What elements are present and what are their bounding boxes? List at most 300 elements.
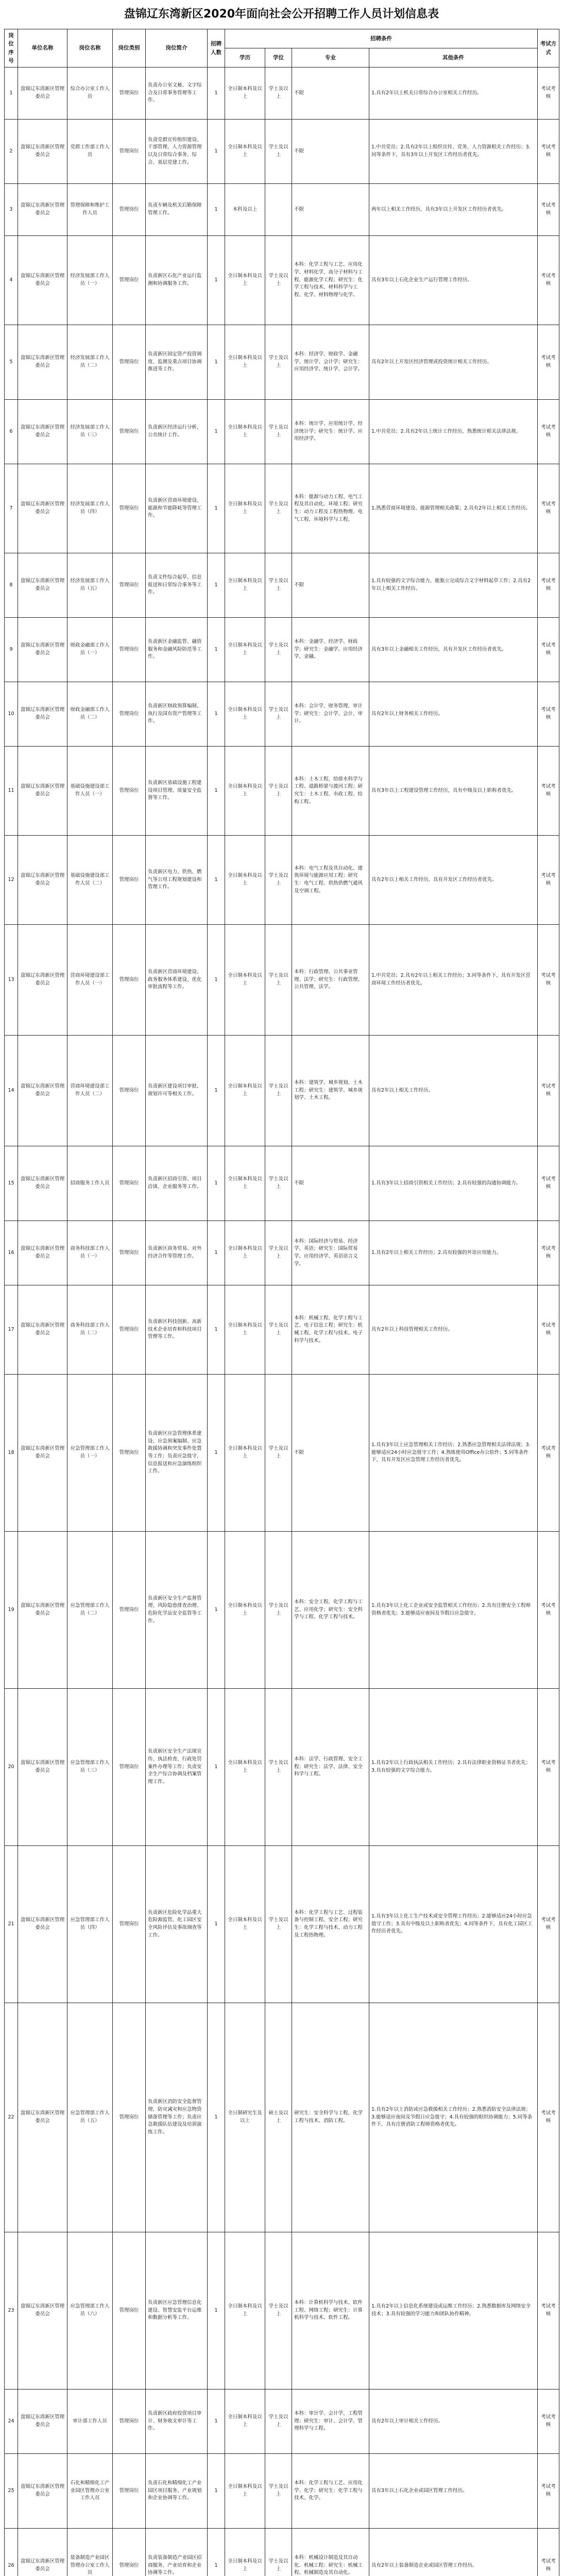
cell-category: 管理岗位 (113, 2232, 146, 2389)
table-row (5, 120, 559, 184)
cell-post: 财政金融部工作人员（二） (67, 682, 113, 747)
table-row (5, 325, 559, 400)
cell-education: 全日制本科及以上 (225, 682, 265, 747)
cell-post: 审计部工作人员 (67, 2389, 113, 2454)
header-major: 专业 (292, 48, 369, 67)
table-row (5, 2454, 559, 2529)
cell-post: 基础设施建设部工作人员（一） (67, 747, 113, 836)
cell-exam: 考试考核 (538, 1375, 559, 1532)
cell-category: 管理岗位 (113, 2003, 146, 2232)
cell-major: 本科：统计学、应用统计学、经济统计学；研究生：统计学、应用经济学。 (292, 400, 369, 464)
cell-category: 管理岗位 (113, 2529, 146, 2576)
cell-unit: 盘锦辽东湾新区管理委员会 (18, 1285, 67, 1375)
cell-count: 1 (208, 400, 225, 464)
cell-degree: 学士及以上 (265, 925, 292, 1036)
cell-post: 管理保障和维护工作人员 (67, 184, 113, 236)
cell-major: 本科：化学工程与工艺、应用化学、材料化学、高分子材料与工程、能源化学工程；研究生：化学工程与技术、材料科学与工程、化学、材料物理与化学。 (292, 236, 369, 325)
cell-unit: 盘锦辽东湾新区管理委员会 (18, 1846, 67, 2003)
table-row (5, 925, 559, 1036)
table-row (5, 2529, 559, 2576)
cell-education: 全日制本科及以上 (225, 1285, 265, 1375)
cell-seq: 3 (5, 184, 18, 236)
cell-education: 全日制本科及以上 (225, 1846, 265, 2003)
cell-degree: 学士及以上 (265, 2529, 292, 2576)
cell-intro: 负责新区危险化学品重大危险源监管、化工园区安全风险评估及事故调查等工作。 (146, 1846, 208, 2003)
cell-major: 不限 (292, 67, 369, 120)
cell-intro: 负责新区营商环境建设、能源和节能降耗等管理工作。 (146, 464, 208, 553)
cell-exam: 考试考核 (538, 2529, 559, 2576)
cell-category: 管理岗位 (113, 1036, 146, 1146)
cell-unit: 盘锦辽东湾新区管理委员会 (18, 325, 67, 400)
cell-category: 管理岗位 (113, 1375, 146, 1532)
cell-intro: 负责新区固定资产投资调度、监测及重点项目协调推进等工作。 (146, 325, 208, 400)
cell-other: 1.具有2年以上行政执法相关工作经历；2.具有法律职业资格证书者优先；3.具有较强的文字综合能力。 (369, 1689, 538, 1846)
table-row (5, 2003, 559, 2232)
cell-post: 经济发展部工作人员（二） (67, 325, 113, 400)
cell-count: 1 (208, 682, 225, 747)
cell-seq: 21 (5, 1846, 18, 2003)
cell-other: 1.中共党员；2.具有2年以上统计工作经历，熟悉统计相关法律法规。 (369, 400, 538, 464)
cell-education: 全日制本科及以上 (225, 2529, 265, 2576)
table-row (5, 618, 559, 682)
cell-category: 管理岗位 (113, 618, 146, 682)
cell-unit: 盘锦辽东湾新区管理委员会 (18, 400, 67, 464)
cell-education: 全日制本科及以上 (225, 1375, 265, 1532)
cell-exam: 考试考核 (538, 2003, 559, 2232)
cell-post: 基础设施建设部工作人员（二） (67, 836, 113, 925)
cell-exam: 考试考核 (538, 2454, 559, 2529)
cell-intro: 负责党群宣传组织建设、干部管理、人力资源管理以及日常综合事务、综合、基层党建工作。 (146, 120, 208, 184)
cell-count: 1 (208, 553, 225, 618)
cell-education: 全日制本科及以上 (225, 67, 265, 120)
header-category: 岗位类别 (113, 29, 146, 67)
cell-intro: 负责新区商务贸易、对外经济合作等管理工作。 (146, 1221, 208, 1285)
cell-category: 管理岗位 (113, 682, 146, 747)
cell-intro: 负责石化和精细化工产业园区项目服务、产业规划和企业协调等工作。 (146, 2454, 208, 2529)
header-conditions: 招聘条件 (225, 29, 538, 48)
cell-count: 1 (208, 1146, 225, 1221)
cell-category: 管理岗位 (113, 1221, 146, 1285)
header-count: 招聘人数 (208, 29, 225, 67)
cell-other: 具有2年以上科技管理相关工作经历。 (369, 1285, 538, 1375)
cell-education: 全日制本科及以上 (225, 1146, 265, 1221)
cell-education: 全日制本科及以上 (225, 2454, 265, 2529)
cell-unit: 盘锦辽东湾新区管理委员会 (18, 1532, 67, 1689)
cell-seq: 24 (5, 2389, 18, 2454)
cell-major: 不限 (292, 184, 369, 236)
cell-exam: 考试考核 (538, 1285, 559, 1375)
cell-post: 招商服务工作人员 (67, 1146, 113, 1221)
cell-category: 管理岗位 (113, 1689, 146, 1846)
cell-other: 1.具有2年以上信息化系统建设或运维工作经历；2.熟悉数据库及网络安全技术；3.具有较强的学习能力和团队协作精神。 (369, 2232, 538, 2389)
cell-exam: 考试考核 (538, 1036, 559, 1146)
cell-unit: 盘锦辽东湾新区管理委员会 (18, 1375, 67, 1532)
cell-major: 本科：金融学、经济学、财政学；研究生：金融学、应用经济学、金融。 (292, 618, 369, 682)
cell-seq: 5 (5, 325, 18, 400)
cell-seq: 19 (5, 1532, 18, 1689)
cell-intro: 负责新区消防安全监督管理、防灾减灾和应急物资储备管理等工作；负责应急救援队伍建设及培训演练工作。 (146, 2003, 208, 2232)
cell-exam: 考试考核 (538, 2389, 559, 2454)
cell-seq: 16 (5, 1221, 18, 1285)
cell-degree (265, 184, 292, 236)
cell-count: 1 (208, 747, 225, 836)
cell-post: 综合办公室工作人员 (67, 67, 113, 120)
cell-other: 1.中共党员；2.具有2年以上组织宣传、党务、人力资源相关工作经历；3.同等条件下，具有3年以上开发区工作经历者优先。 (369, 120, 538, 184)
cell-degree: 学士及以上 (265, 1285, 292, 1375)
cell-category: 管理岗位 (113, 747, 146, 836)
cell-intro: 负责装备制造产业园区招商服务、产业培育和企业协调等工作。 (146, 2529, 208, 2576)
cell-seq: 14 (5, 1036, 18, 1146)
cell-count: 1 (208, 2529, 225, 2576)
cell-degree: 学士及以上 (265, 1036, 292, 1146)
table-row (5, 553, 559, 618)
cell-other: 具有3年以上工程建设管理工作经历，具有中级及以上职称者优先。 (369, 747, 538, 836)
cell-major: 不限 (292, 553, 369, 618)
cell-seq: 10 (5, 682, 18, 747)
cell-post: 石化和精细化工产业园区管理办公室工作人员 (67, 2454, 113, 2529)
cell-degree: 学士及以上 (265, 325, 292, 400)
cell-other: 1.具有3年以上招商引资相关工作经历；2.具有较强的沟通协调能力。 (369, 1146, 538, 1221)
cell-major: 不限 (292, 1375, 369, 1532)
cell-unit: 盘锦辽东湾新区管理委员会 (18, 67, 67, 120)
cell-count: 1 (208, 184, 225, 236)
cell-count: 1 (208, 2454, 225, 2529)
cell-category: 管理岗位 (113, 836, 146, 925)
cell-post: 经济发展部工作人员（五） (67, 553, 113, 618)
cell-unit: 盘锦辽东湾新区管理委员会 (18, 2454, 67, 2529)
header-education: 学历 (225, 48, 265, 67)
cell-post: 党群工作部工作人员 (67, 120, 113, 184)
cell-exam: 考试考核 (538, 1221, 559, 1285)
cell-unit: 盘锦辽东湾新区管理委员会 (18, 553, 67, 618)
cell-degree: 学士及以上 (265, 1532, 292, 1689)
cell-education: 全日制本科及以上 (225, 553, 265, 618)
cell-exam: 考试考核 (538, 836, 559, 925)
cell-degree: 学士及以上 (265, 836, 292, 925)
header-row-1 (5, 29, 559, 48)
cell-major: 本科：审计学、会计学、工程管理；研究生：审计、会计学、管理科学与工程。 (292, 2389, 369, 2454)
table-row (5, 747, 559, 836)
cell-category: 管理岗位 (113, 1846, 146, 2003)
cell-other: 1.具有较强的文字综合能力，能独立完成综合文字材料起草工作；2.具有2年以上相关工作经历。 (369, 553, 538, 618)
cell-education: 全日制本科及以上 (225, 236, 265, 325)
cell-other: 1.具有3年以上应急管理相关工作经历；2.熟悉应急管理相关法律法规；3.能够适应24小时应急值守工作；4.熟练使用Office办公软件；5.同等条件下，具有开发区应急管理工作经历者优先。 (369, 1375, 538, 1532)
cell-post: 商务科技部工作人员（一） (67, 1221, 113, 1285)
cell-degree: 学士及以上 (265, 464, 292, 553)
cell-exam: 考试考核 (538, 464, 559, 553)
cell-category: 管理岗位 (113, 2454, 146, 2529)
cell-category: 管理岗位 (113, 325, 146, 400)
cell-intro: 负责新区应急管理体系建设、应急预案编制、应急救援协调和突发事件处置等工作；负责应急值守、信息报送和应急演练组织工作。 (146, 1375, 208, 1532)
cell-exam: 考试考核 (538, 2232, 559, 2389)
cell-education: 本科及以上 (225, 184, 265, 236)
table-row (5, 682, 559, 747)
cell-exam: 考试考核 (538, 184, 559, 236)
cell-category: 管理岗位 (113, 236, 146, 325)
cell-exam: 考试考核 (538, 67, 559, 120)
cell-degree: 学士及以上 (265, 2232, 292, 2389)
cell-exam: 考试考核 (538, 120, 559, 184)
header-seq: 岗位序号 (5, 29, 18, 67)
cell-intro: 负责新区营商环境建设、政务服务体系建设、优化审批流程等工作。 (146, 925, 208, 1036)
cell-degree: 学士及以上 (265, 120, 292, 184)
cell-major: 不限 (292, 1146, 369, 1221)
cell-count: 1 (208, 236, 225, 325)
cell-seq: 17 (5, 1285, 18, 1375)
header-post: 岗位名称 (67, 29, 113, 67)
cell-education: 全日制本科及以上 (225, 464, 265, 553)
cell-seq: 11 (5, 747, 18, 836)
table-row (5, 1146, 559, 1221)
cell-intro: 负责新区经济运行分析，公共统计工作。 (146, 400, 208, 464)
cell-unit: 盘锦辽东湾新区管理委员会 (18, 925, 67, 1036)
cell-post: 营商环境建设部工作人员（二） (67, 1036, 113, 1146)
cell-degree: 学士及以上 (265, 2454, 292, 2529)
cell-major: 本科：机械工程、化学工程与工艺、电子信息工程；研究生：机械工程、化学工程与技术、电子科学与技术。 (292, 1285, 369, 1375)
cell-category: 管理岗位 (113, 553, 146, 618)
cell-other: 具有3年以上石化企业生产运行管理工作经历。 (369, 236, 538, 325)
cell-education: 全日制本科及以上 (225, 2232, 265, 2389)
cell-count: 1 (208, 2003, 225, 2232)
table-row (5, 836, 559, 925)
cell-intro: 负责新区基础设施工程建设项目管理、质量安全监督等工作。 (146, 747, 208, 836)
cell-exam: 考试考核 (538, 682, 559, 747)
cell-major: 本科：法学、行政管理、安全工程；研究生：法学、法律、安全科学与工程。 (292, 1689, 369, 1846)
cell-other: 具有2年以上开发区经济管理或投资统计相关工作经历。 (369, 325, 538, 400)
cell-degree: 学士及以上 (265, 747, 292, 836)
cell-seq: 18 (5, 1375, 18, 1532)
cell-unit: 盘锦辽东湾新区管理委员会 (18, 2529, 67, 2576)
table-row (5, 1846, 559, 2003)
cell-other: 具有2年以上相关工作经历，具有开发区工作经历者优先。 (369, 836, 538, 925)
cell-category: 管理岗位 (113, 120, 146, 184)
cell-education: 全日制本科及以上 (225, 2389, 265, 2454)
cell-education: 全日制本科及以上 (225, 1532, 265, 1689)
cell-category: 管理岗位 (113, 464, 146, 553)
cell-intro: 负责新区招商引资、项目洽谈、企业服务等工作。 (146, 1146, 208, 1221)
cell-post: 应急管理部工作人员（四） (67, 1846, 113, 2003)
cell-education: 全日制本科及以上 (225, 747, 265, 836)
cell-exam: 考试考核 (538, 1146, 559, 1221)
header-unit: 单位名称 (18, 29, 67, 67)
table-row (5, 2389, 559, 2454)
cell-intro: 负责车辆及机关后勤保障管理工作。 (146, 184, 208, 236)
cell-exam: 考试考核 (538, 553, 559, 618)
cell-category: 管理岗位 (113, 925, 146, 1036)
cell-degree: 学士及以上 (265, 553, 292, 618)
table-row (5, 2232, 559, 2389)
cell-other: 具有2年以上审计相关工作经历。 (369, 2389, 538, 2454)
cell-intro: 负责新区建设项目审批、规划许可等相关工作。 (146, 1036, 208, 1146)
cell-category: 管理岗位 (113, 1146, 146, 1221)
cell-seq: 15 (5, 1146, 18, 1221)
cell-degree: 学士及以上 (265, 400, 292, 464)
cell-major: 本科：化学工程与工艺、过程装备与控制工程、安全工程；研究生：化学工程与技术、动力工程及工程热物理。 (292, 1846, 369, 2003)
cell-unit: 盘锦辽东湾新区管理委员会 (18, 464, 67, 553)
cell-intro: 负责办公室文秘、文字综合及日常事务管理等工作。 (146, 67, 208, 120)
cell-unit: 盘锦辽东湾新区管理委员会 (18, 2389, 67, 2454)
cell-other: 1.中共党员；2.具有2年以上相关工作经历；3.同等条件下，具有开发区营商环境工作经历者优先。 (369, 925, 538, 1036)
cell-seq: 12 (5, 836, 18, 925)
table-row (5, 1689, 559, 1846)
cell-count: 1 (208, 1221, 225, 1285)
cell-seq: 2 (5, 120, 18, 184)
cell-count: 1 (208, 67, 225, 120)
cell-unit: 盘锦辽东湾新区管理委员会 (18, 1221, 67, 1285)
cell-degree: 学士及以上 (265, 67, 292, 120)
cell-count: 1 (208, 2232, 225, 2389)
cell-degree: 学士及以上 (265, 682, 292, 747)
cell-post: 经济发展部工作人员（一） (67, 236, 113, 325)
cell-degree: 学士及以上 (265, 1689, 292, 1846)
cell-major: 本科：化学工程与工艺、应用化学、化学；研究生：化学工程与技术、化学。 (292, 2454, 369, 2529)
table-row (5, 67, 559, 120)
cell-count: 1 (208, 925, 225, 1036)
table-row (5, 1221, 559, 1285)
cell-category: 管理岗位 (113, 400, 146, 464)
cell-unit: 盘锦辽东湾新区管理委员会 (18, 120, 67, 184)
cell-other: 1.具有2年以上消防或应急救援相关工作经历；2.熟悉消防安全法律法规；3.能够适应夜间及节假日应急值守；4.具有较强的组织协调能力；5.同等条件下，具有注册消防工程师资格者优先。 (369, 2003, 538, 2232)
table-row (5, 1285, 559, 1375)
cell-other: 具有2年以上财务相关工作经历。 (369, 682, 538, 747)
cell-seq: 22 (5, 2003, 18, 2232)
cell-intro: 负责新区安全生产监督管理、风险隐患排查治理、危险化学品安全监管等工作。 (146, 1532, 208, 1689)
header-other: 其他条件 (369, 48, 538, 67)
cell-seq: 6 (5, 400, 18, 464)
cell-education: 全日制本科及以上 (225, 925, 265, 1036)
cell-degree: 学士及以上 (265, 236, 292, 325)
cell-intro: 负责新区金融监管、融资服务和金融风险防范等工作。 (146, 618, 208, 682)
cell-degree: 学士及以上 (265, 1221, 292, 1285)
cell-seq: 25 (5, 2454, 18, 2529)
cell-exam: 考试考核 (538, 400, 559, 464)
cell-count: 1 (208, 1375, 225, 1532)
cell-count: 1 (208, 1846, 225, 2003)
cell-unit: 盘锦辽东湾新区管理委员会 (18, 618, 67, 682)
cell-post: 应急管理部工作人员（六） (67, 2232, 113, 2389)
cell-count: 1 (208, 325, 225, 400)
cell-intro: 负责新区财政预算编制、执行及国有资产管理等工作。 (146, 682, 208, 747)
cell-exam: 考试考核 (538, 1846, 559, 2003)
cell-other: 1.具有2年以上机关日常综合办公室相关工作经历。 (369, 67, 538, 120)
cell-count: 1 (208, 1285, 225, 1375)
cell-intro: 负责新区科技创新、高新技术企业培育和科技项目管理等工作。 (146, 1285, 208, 1375)
cell-other: 具有3年以上石化企业或园区管理工作经历。 (369, 2454, 538, 2529)
cell-count: 1 (208, 1532, 225, 1689)
cell-other: 具有3年以上金融相关工作经历，具有开发区工作经历者优先。 (369, 618, 538, 682)
table-row (5, 1036, 559, 1146)
cell-intro: 负责文件综合起草、信息报送和日常综合事务等工作。 (146, 553, 208, 618)
table-body (5, 67, 559, 2576)
cell-education: 全日制本科及以上 (225, 120, 265, 184)
cell-major: 本科：会计学、财务管理、审计学；研究生：会计学、会计、审计。 (292, 682, 369, 747)
cell-unit: 盘锦辽东湾新区管理委员会 (18, 836, 67, 925)
cell-post: 营商环境建设部工作人员（一） (67, 925, 113, 1036)
cell-count: 1 (208, 464, 225, 553)
cell-seq: 23 (5, 2232, 18, 2389)
cell-count: 1 (208, 836, 225, 925)
cell-major: 本科：能源与动力工程、电气工程及其自动化、环境工程；研究生：动力工程及工程热物理、电气工程、环境科学与工程。 (292, 464, 369, 553)
table-row (5, 464, 559, 553)
cell-exam: 考试考核 (538, 325, 559, 400)
cell-major: 本科：建筑学、城乡规划、土木工程；研究生：建筑学、城乡规划学、土木工程。 (292, 1036, 369, 1146)
cell-seq: 8 (5, 553, 18, 618)
cell-intro: 负责新区应急管理信息化建设、智慧安监平台运维和数据分析等工作。 (146, 2232, 208, 2389)
cell-major: 本科：电气工程及其自动化、建筑环境与能源应用工程；研究生：电气工程、供热供燃气通风及空调工程。 (292, 836, 369, 925)
cell-other: 具有2年以上装备制造企业或园区管理工作经历。 (369, 2529, 538, 2576)
cell-category: 管理岗位 (113, 2389, 146, 2454)
cell-degree: 学士及以上 (265, 1146, 292, 1221)
recruitment-table (4, 29, 559, 2576)
cell-education: 全日制本科及以上 (225, 1036, 265, 1146)
cell-intro: 负责新区安全生产法规宣传、执法检查、行政处罚案件办理等工作；负责安全生产综合协调及档案管理工作。 (146, 1689, 208, 1846)
cell-post: 应急管理部工作人员（一） (67, 1375, 113, 1532)
cell-other: 1.具有3年以上化工企业或安全监管相关工作经历；2.具有注册安全工程师资格者优先；3.能够适应夜间及节假日应急值守。 (369, 1532, 538, 1689)
cell-seq: 4 (5, 236, 18, 325)
cell-seq: 26 (5, 2529, 18, 2576)
table-row (5, 400, 559, 464)
cell-education: 全日制本科及以上 (225, 836, 265, 925)
header-degree: 学位 (265, 48, 292, 67)
cell-exam: 考试考核 (538, 236, 559, 325)
cell-category: 管理岗位 (113, 1532, 146, 1689)
cell-major: 本科：机械设计制造及其自动化、机械工程；研究生：机械工程、机械制造及其自动化。 (292, 2529, 369, 2576)
cell-category: 管理岗位 (113, 67, 146, 120)
cell-post: 应急管理部工作人员（二） (67, 1532, 113, 1689)
cell-major: 本科：计算机科学与技术、软件工程、网络工程；研究生：计算机科学与技术、软件工程。 (292, 2232, 369, 2389)
table-row (5, 184, 559, 236)
cell-education: 全日制研究生及以上 (225, 2003, 265, 2232)
cell-other: 具有2年以上相关工作经历。 (369, 1036, 538, 1146)
cell-major: 研究生：安全科学与工程、化学工程与技术、消防工程。 (292, 2003, 369, 2232)
cell-exam: 考试考核 (538, 925, 559, 1036)
cell-education: 全日制本科及以上 (225, 1689, 265, 1846)
cell-unit: 盘锦辽东湾新区管理委员会 (18, 2003, 67, 2232)
cell-seq: 20 (5, 1689, 18, 1846)
cell-count: 1 (208, 618, 225, 682)
cell-other: 两年以上相关工作经历，具有3年以上开发区工作经历者优先。 (369, 184, 538, 236)
cell-major: 本科：安全工程、化学工程与工艺、应用化学；研究生：安全科学与工程、化学工程与技术。 (292, 1532, 369, 1689)
cell-exam: 考试考核 (538, 618, 559, 682)
cell-other: 1.具有2年以上相关工作经历；2.具有较强的外语应用能力。 (369, 1221, 538, 1285)
cell-post: 应急管理部工作人员（三） (67, 1689, 113, 1846)
cell-unit: 盘锦辽东湾新区管理委员会 (18, 682, 67, 747)
cell-seq: 9 (5, 618, 18, 682)
cell-education: 全日制本科及以上 (225, 618, 265, 682)
table-row (5, 1375, 559, 1532)
header-exam: 考试方式 (538, 29, 559, 67)
cell-education: 全日制本科及以上 (225, 400, 265, 464)
cell-other: 1.具有3年以上化工生产技术或安全管理工作经历；2.能够适应24小时应急值守工作；3.具有中级及以上职称者优先；4.同等条件下，具有化工园区工作经历者优先。 (369, 1846, 538, 2003)
cell-post: 应急管理部工作人员（五） (67, 2003, 113, 2232)
cell-count: 1 (208, 1689, 225, 1846)
table-row (5, 236, 559, 325)
header-intro: 岗位简介 (146, 29, 208, 67)
cell-intro: 负责新区电力、供热、燃气等公用工程规划建设和管理工作。 (146, 836, 208, 925)
cell-category: 管理岗位 (113, 184, 146, 236)
cell-count: 1 (208, 1036, 225, 1146)
cell-major: 本科：国际经济与贸易、经济学、英语；研究生：国际贸易学、应用经济学、英语语言文学。 (292, 1221, 369, 1285)
cell-seq: 7 (5, 464, 18, 553)
cell-post: 商务科技部工作人员（二） (67, 1285, 113, 1375)
cell-education: 全日制本科及以上 (225, 325, 265, 400)
cell-seq: 1 (5, 67, 18, 120)
cell-unit: 盘锦辽东湾新区管理委员会 (18, 1036, 67, 1146)
table-row (5, 1532, 559, 1689)
cell-intro: 负责新区政府投资项目审计、财务收支审计等工作。 (146, 2389, 208, 2454)
cell-other: 1.熟悉营商环境建设、能源管理相关政策；2.具有2年以上相关工作经历。 (369, 464, 538, 553)
cell-exam: 考试考核 (538, 1532, 559, 1689)
